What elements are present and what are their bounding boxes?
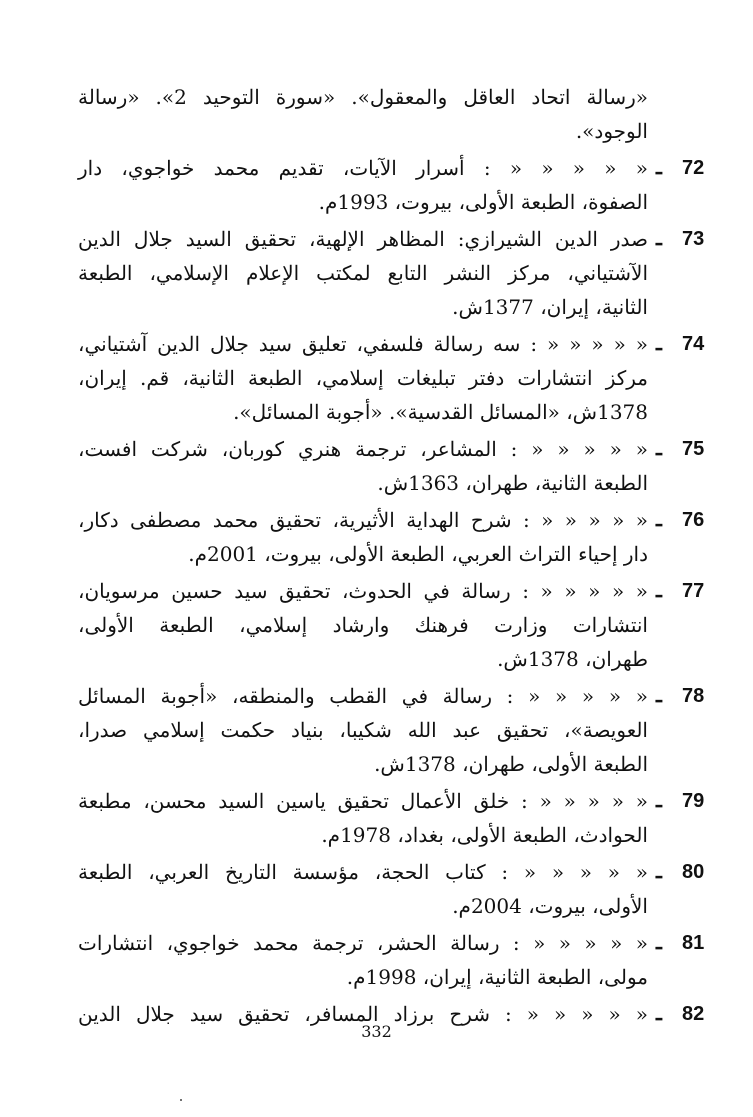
entry-line: دار إحياء التراث العربي، الطبعة الأولى، بيروت، 2001م. <box>188 542 648 566</box>
entry-dash: ـ <box>656 509 662 531</box>
bibliography-entry <box>78 432 705 500</box>
entry-line: الحوادث، الطبعة الأولى، بغداد، 1978م. <box>321 823 648 847</box>
entry-line: مولى، الطبعة الثانية، إيران، 1998م. <box>346 965 648 989</box>
entry-number-value: 78 <box>682 685 705 707</box>
bibliography-entry <box>78 926 705 994</box>
entry-number <box>656 503 726 537</box>
entry-number-value: 81 <box>682 932 705 954</box>
entry-number <box>656 855 726 889</box>
entry-number-value: 77 <box>682 580 705 602</box>
entry-number-value: 79 <box>682 790 705 812</box>
entry-line: « « « « « : المشاعر، ترجمة هنري كوربان، شركت افست، <box>78 437 648 461</box>
entry-line: « « « « « : أسرار الآيات، تقديم محمد خواجوي، دار <box>78 156 648 180</box>
entry-line: «رسالة اتحاد العاقل والمعقول». «سورة التوحيد 2». «رسالة <box>78 85 649 109</box>
entry-line: الأولى، بيروت، 2004م. <box>452 894 648 918</box>
entry-dash: ـ <box>656 157 662 179</box>
entry-dash: ـ <box>656 333 662 355</box>
entry-line: الثانية، إيران، 1377ش. <box>452 295 648 319</box>
entry-dash: ـ <box>656 932 662 954</box>
entry-line: انتشارات وزارت فرهنك وارشاد إسلامي، الطبعة الأولى، <box>78 613 648 637</box>
entry-line: الآشتياني، مركز النشر التابع لمكتب الإعلام الإسلامي، الطبعة <box>78 261 648 285</box>
entry-number-value: 76 <box>682 509 705 531</box>
bibliography-entry <box>78 222 705 324</box>
bibliography-entry <box>78 855 705 923</box>
entry-dash: ـ <box>656 438 662 460</box>
entry-line: صدر الدين الشيرازي: المظاهر الإلهية، تحقيق السيد جلال الدين <box>78 227 648 251</box>
entry-line: « « « « « : شرح الهداية الأثيرية، تحقيق محمد مصطفى دكار، <box>78 508 648 532</box>
entry-number <box>656 151 726 185</box>
entry-number-value: 80 <box>682 861 705 883</box>
entry-dash: ـ <box>656 861 662 883</box>
entry-line: الطبعة الثانية، طهران، 1363ش. <box>377 471 648 495</box>
entry-line: الطبعة الأولى، طهران، 1378ش. <box>374 752 648 776</box>
entry-dash: ـ <box>656 228 662 250</box>
bibliography-entry <box>78 784 705 852</box>
entry-line: الصفوة، الطبعة الأولى، بيروت، 1993م. <box>318 190 648 214</box>
entry-line: طهران، 1378ش. <box>497 647 648 671</box>
entry-line: « « « « « : شرح برزاد المسافر، تحقيق سيد جلال الدين <box>78 1002 648 1026</box>
entry-number-value: 74 <box>682 333 705 355</box>
scan-speck <box>180 1099 182 1101</box>
entry-dash: ـ <box>656 685 662 707</box>
bibliography-list <box>78 80 705 1034</box>
bibliography-entry <box>78 574 705 676</box>
entry-number-value: 75 <box>682 438 705 460</box>
entry-number <box>656 679 726 713</box>
entry-line: « « « « « : سه رسالة فلسفي، تعليق سيد جلال الدين آشتياني، <box>78 332 648 356</box>
entry-line: « « « « « : خلق الأعمال تحقيق ياسين السيد محسن، مطبعة <box>78 789 648 813</box>
bibliography-entry <box>78 679 705 781</box>
entry-number-value: 82 <box>682 1003 705 1025</box>
entry-dash: ـ <box>656 580 662 602</box>
entry-number <box>656 926 726 960</box>
entry-number <box>656 574 726 608</box>
entry-line: « « « « « : رسالة في القطب والمنطقه، «أجوبة المسائل <box>78 684 648 708</box>
bibliography-entry <box>78 327 705 429</box>
entry-number <box>656 222 726 256</box>
bibliography-entry <box>78 151 705 219</box>
entry-number-value: 73 <box>682 228 705 250</box>
entry-line: العويصة»، تحقيق عبد الله شكيبا، بنياد حكمت إسلامي صدرا، <box>78 718 648 742</box>
entry-line: الوجود». <box>575 119 648 143</box>
entry-line: « « « « « : رسالة الحشر، ترجمة محمد خواجوي، انتشارات <box>78 931 648 955</box>
entry-dash: ـ <box>656 1003 662 1025</box>
page-number: 332 <box>361 1022 392 1041</box>
entry-line: « « « « « : كتاب الحجة، مؤسسة التاريخ العربي، الطبعة <box>78 860 648 884</box>
entry-number-value: 72 <box>682 157 705 179</box>
entry-number <box>656 327 726 361</box>
entry-line: 1378ش، «المسائل القدسية». «أجوبة المسائل». <box>233 400 648 424</box>
bibliography-entry <box>78 503 705 571</box>
entry-line: مركز انتشارات دفتر تبليغات إسلامي، الطبعة الثانية، قم. إيران، <box>78 366 648 390</box>
bibliography-entry <box>78 80 648 148</box>
entry-dash: ـ <box>656 790 662 812</box>
entry-number <box>656 784 726 818</box>
entry-line: « « « « « : رسالة في الحدوث، تحقيق سيد حسين مرسويان، <box>78 579 648 603</box>
entry-number <box>656 432 726 466</box>
